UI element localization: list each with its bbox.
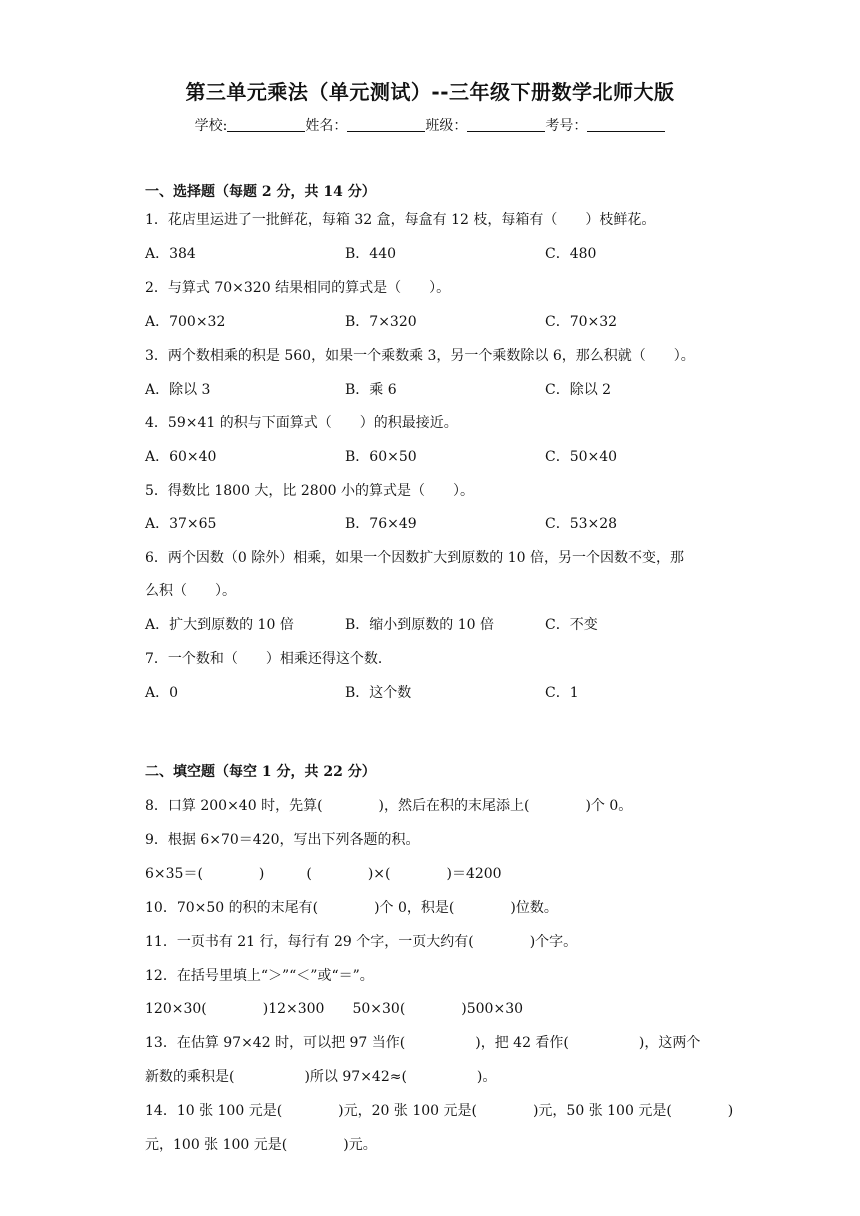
q2-option-b: B．7×320 — [345, 314, 417, 330]
question-7: 7．一个数和（ ）相乘还得这个数． — [145, 651, 392, 667]
question-13-cont: 新数的乘积是( )所以 97×42≈( )。 — [145, 1069, 497, 1085]
question-4: 4．59×41 的积与下面算式（ ）的积最接近。 — [145, 415, 458, 431]
q1-option-a: A．384 — [145, 246, 196, 262]
question-2: 2．与算式 70×320 结果相同的算式是（ ）。 — [145, 280, 451, 296]
page-title: 第三单元乘法（单元测试）--三年级下册数学北师大版 — [185, 80, 675, 104]
question-9: 9．根据 6×70＝420，写出下列各题的积。 — [145, 832, 420, 848]
q3-option-a: A．除以 3 — [145, 382, 211, 398]
question-10: 10．70×50 的积的末尾有( )个 0，积是( )位数。 — [145, 900, 558, 916]
q1-option-c: C．480 — [545, 246, 597, 262]
section2-heading: 二、填空题（每空 1 分，共 22 分） — [145, 764, 376, 780]
question-12-items: 120×30( )12×300 50×30( )500×30 — [145, 1001, 524, 1017]
q5-option-b: B．76×49 — [345, 516, 417, 532]
q5-option-c: C．53×28 — [545, 516, 618, 532]
class-label: 班级： — [425, 118, 468, 134]
name-blank[interactable] — [347, 117, 425, 132]
question-5: 5．得数比 1800 大，比 2800 小的算式是（ ）。 — [145, 483, 474, 499]
q2-option-c: C．70×32 — [545, 314, 618, 330]
q6-option-c: C．不变 — [545, 617, 598, 633]
student-info-line — [0, 115, 860, 135]
question-6: 6．两个因数（0 除外）相乘，如果一个因数扩大到原数的 10 倍，另一个因数不变，那 — [145, 550, 684, 566]
q7-option-a: A．0 — [145, 685, 179, 701]
question-12: 12．在括号里填上“＞”“＜”或“＝”。 — [145, 968, 374, 984]
q7-option-b: B．这个数 — [345, 685, 412, 701]
q4-option-a: A．60×40 — [145, 449, 217, 465]
q6-option-b: B．缩小到原数的 10 倍 — [345, 617, 495, 633]
q4-option-b: B．60×50 — [345, 449, 417, 465]
school-blank[interactable] — [227, 117, 305, 132]
q5-option-a: A．37×65 — [145, 516, 217, 532]
q4-option-c: C．50×40 — [545, 449, 618, 465]
question-11: 11．一页书有 21 行，每行有 29 个字，一页大约有( )个字。 — [145, 934, 578, 950]
school-label: 学校: — [194, 118, 228, 134]
q7-option-c: C．1 — [545, 685, 579, 701]
question-14-cont: 元，100 张 100 元是( )元。 — [145, 1137, 377, 1153]
name-label: 姓名： — [305, 118, 348, 134]
number-blank[interactable] — [587, 117, 665, 132]
question-14: 14．10 张 100 元是( )元，20 张 100 元是( )元，50 张 100 元是( ) — [145, 1103, 734, 1119]
q2-option-a: A．700×32 — [145, 314, 226, 330]
section1-heading: 一、选择题（每题 2 分，共 14 分） — [145, 184, 376, 200]
question-9-items: 6×35＝( ) ( )×( )＝4200 — [145, 866, 502, 882]
q6-option-a: A．扩大到原数的 10 倍 — [145, 617, 294, 633]
question-8: 8．口算 200×40 时，先算( )，然后在积的末尾添上( )个 0。 — [145, 798, 633, 814]
question-6-cont: 么积（ ）。 — [145, 583, 236, 599]
q3-option-c: C．除以 2 — [545, 382, 612, 398]
class-blank[interactable] — [467, 117, 545, 132]
question-13: 13．在估算 97×42 时，可以把 97 当作( )，把 42 看作( )，这两个 — [145, 1035, 701, 1051]
q3-option-b: B．乘 6 — [345, 382, 397, 398]
question-3: 3．两个数相乘的积是 560，如果一个乘数乘 3，另一个乘数除以 6，那么积就（ ）。 — [145, 348, 695, 364]
question-1: 1．花店里运进了一批鲜花，每箱 32 盒，每盒有 12 枝，每箱有（ ）枝鲜花。 — [145, 212, 656, 228]
q1-option-b: B．440 — [345, 246, 397, 262]
number-label: 考号： — [545, 118, 588, 134]
